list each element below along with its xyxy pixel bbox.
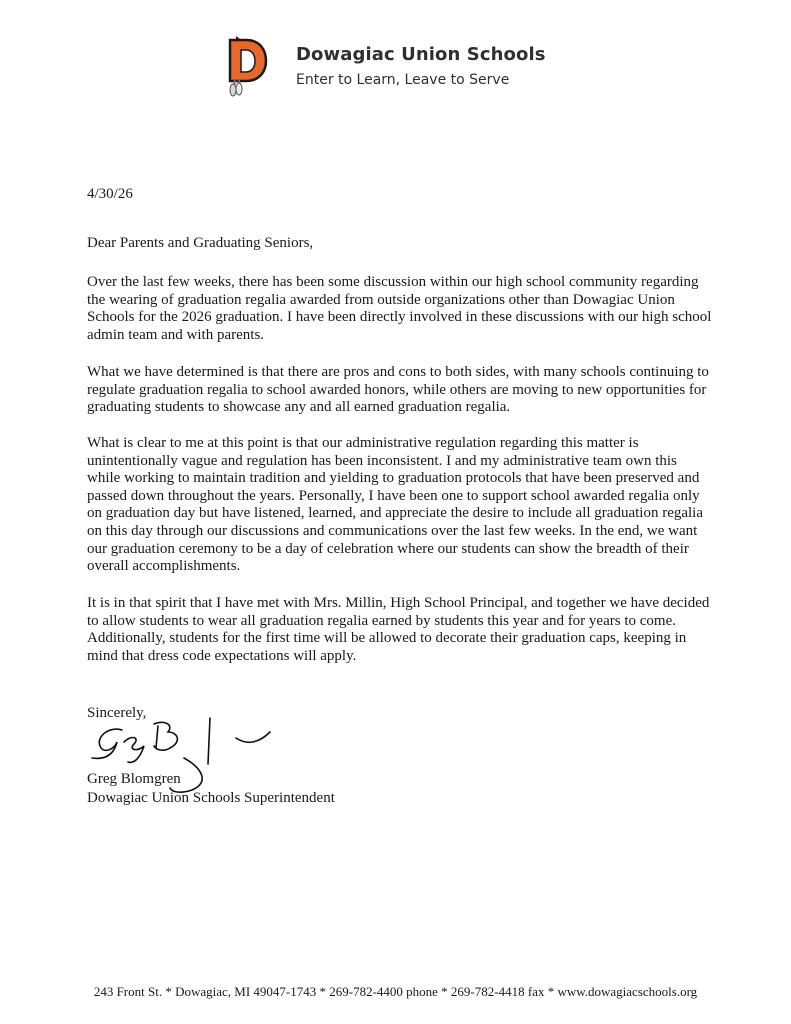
letter-date: 4/30/26	[87, 186, 133, 202]
body-paragraph: What is clear to me at this point is that our administrative regulation regarding this matter is unintentionally vague and regulation has been inconsistent. I and my administrative team own this while working to maintain tradition and yielding to graduation protocols that have been preserved and passed down throughout the years. Personally, I have been one to support school awarded regalia only on graduation day but have listened, learned, and appreciate the desire to include all graduation regalia on this day through our discussions and communications over the last few weeks. In the end, we want our graduation ceremony to be a day of celebration where our students can show the breadth of their overall accomplishments.	[87, 435, 704, 575]
letterhead	[226, 34, 646, 104]
footer-contact-info: 243 Front St. * Dowagiac, MI 49047-1743 * 269-782-4400 phone * 269-782-4418 fax * www.dowagiacschools.org	[93, 984, 698, 999]
org-name: Dowagiac Union Schools	[296, 44, 546, 65]
salutation: Dear Parents and Graduating Seniors,	[87, 235, 314, 251]
body-paragraph: What we have determined is that there are pros and cons to both sides, with many schools continuing to regulate graduation regalia to school awarded honors, while others are moving to new opportunities for graduating students to showcase any and all earned graduation regalia.	[87, 364, 709, 416]
body-paragraph: Over the last few weeks, there has been some discussion within our high school community regarding the wearing of graduation regalia awarded from outside organizations other than Dowagiac Union Schools for the 2026 graduation. I have been directly involved in these discussions with our high school admin team and with parents.	[87, 274, 712, 343]
closing: Sincerely,	[87, 705, 147, 721]
dowagiac-chieftain-d-logo-icon	[226, 34, 268, 100]
signer-title: Dowagiac Union Schools Superintendent	[87, 790, 335, 806]
signer-name: Greg Blomgren	[87, 771, 181, 787]
handwritten-signature-icon	[84, 712, 284, 802]
body-paragraph: It is in that spirit that I have met with Mrs. Millin, High School Principal, and together we have decided to allow students to wear all graduation regalia earned by students this year and for years to come. Additionally, students for the first time will be allowed to decorate their graduation caps, keeping in mind that dress code expectations will apply.	[87, 595, 710, 664]
org-motto: Enter to Learn, Leave to Serve	[296, 72, 510, 88]
